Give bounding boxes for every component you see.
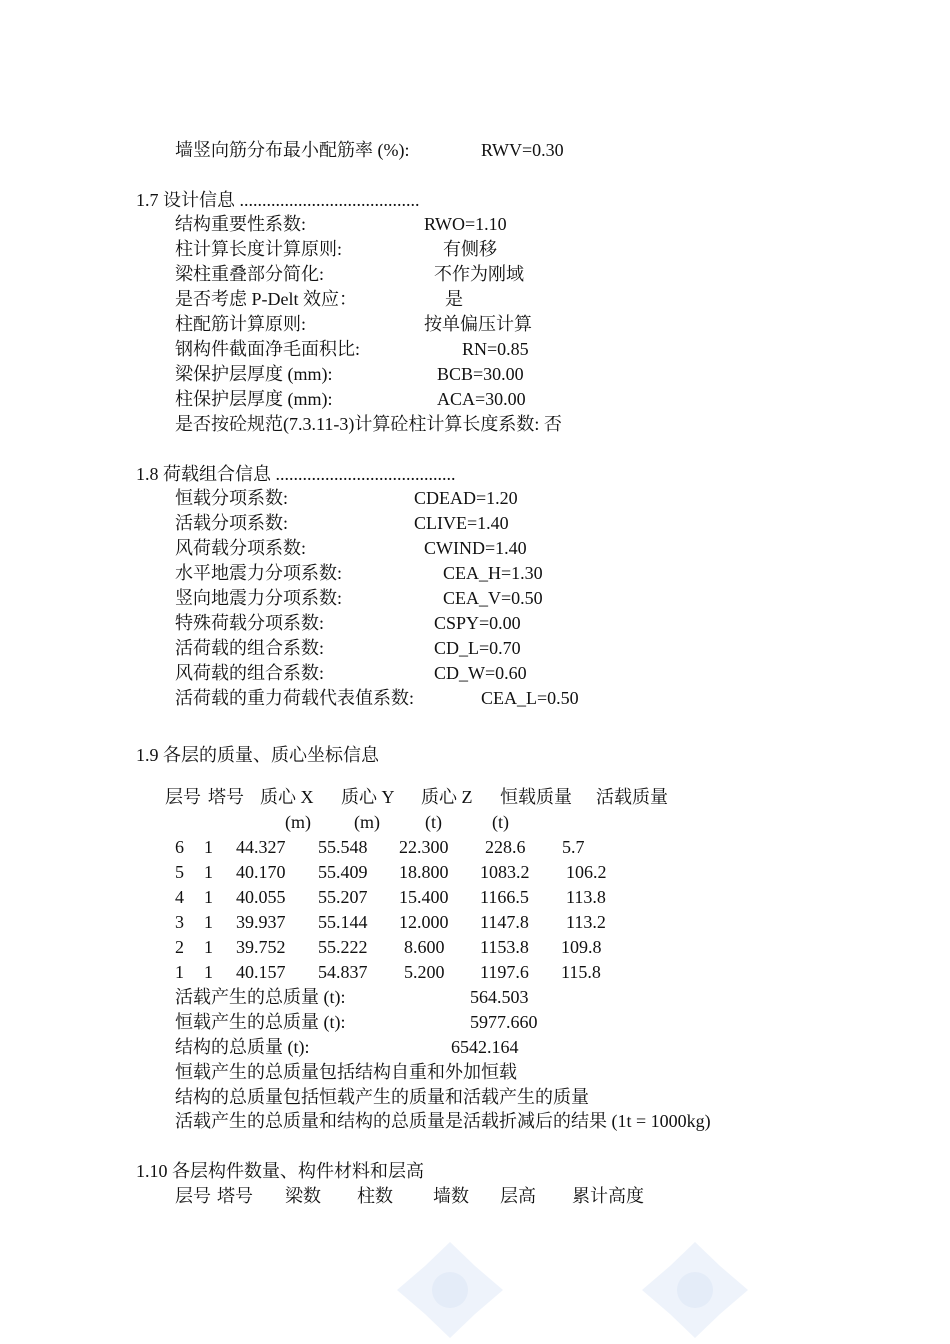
table-cell: 55.409 bbox=[318, 862, 368, 882]
table-cell: 4 bbox=[175, 887, 184, 907]
table-cell: 1 bbox=[204, 887, 213, 907]
member-header: 墙数 bbox=[433, 1186, 469, 1206]
member-header: 柱数 bbox=[357, 1186, 393, 1206]
mass-unit: (t) bbox=[492, 812, 509, 832]
load-value: CEA_L=0.50 bbox=[481, 688, 579, 708]
load-value: CSPY=0.00 bbox=[434, 613, 521, 633]
total-label: 结构的总质量 (t): bbox=[175, 1037, 310, 1057]
load-value: CDEAD=1.20 bbox=[414, 488, 518, 508]
design-label: 柱配筋计算原则: bbox=[175, 314, 307, 334]
mass-header-live: 活载质量 bbox=[596, 787, 668, 807]
table-cell: 1 bbox=[204, 837, 213, 857]
table-cell: 8.600 bbox=[404, 937, 445, 957]
table-cell: 106.2 bbox=[566, 862, 607, 882]
watermark-logo-right bbox=[640, 1240, 750, 1340]
total-value: 5977.660 bbox=[470, 1012, 538, 1032]
design-label: 是否考虑 P-Delt 效应： bbox=[175, 289, 357, 309]
total-value: 6542.164 bbox=[451, 1037, 519, 1057]
design-label: 梁柱重叠部分简化: bbox=[175, 264, 325, 284]
table-cell: 113.8 bbox=[566, 887, 606, 907]
table-cell: 1197.6 bbox=[480, 962, 529, 982]
load-value: CWIND=1.40 bbox=[424, 538, 527, 558]
table-cell: 5 bbox=[175, 862, 184, 882]
table-cell: 1147.8 bbox=[480, 912, 529, 932]
table-cell: 40.055 bbox=[236, 887, 286, 907]
table-cell: 1153.8 bbox=[480, 937, 529, 957]
design-value: BCB=30.00 bbox=[437, 364, 524, 384]
load-label: 活载分项系数: bbox=[175, 513, 289, 533]
load-label: 风荷载的组合系数: bbox=[175, 663, 325, 683]
mass-unit: (m) bbox=[354, 812, 380, 832]
pre-value: RWV=0.30 bbox=[481, 140, 564, 160]
load-label: 竖向地震力分项系数: bbox=[175, 588, 343, 608]
mass-header-x: 质心 X bbox=[260, 787, 314, 807]
table-cell: 15.400 bbox=[399, 887, 449, 907]
mass-header-floor: 层号 bbox=[165, 787, 201, 807]
load-value: CLIVE=1.40 bbox=[414, 513, 509, 533]
table-cell: 40.157 bbox=[236, 962, 286, 982]
table-cell: 54.837 bbox=[318, 962, 368, 982]
table-cell: 40.170 bbox=[236, 862, 286, 882]
member-header: 层号 bbox=[175, 1186, 211, 1206]
member-header: 累计高度 bbox=[572, 1186, 644, 1206]
section-1-7-heading: 1.7 设计信息 ........................................ bbox=[136, 190, 420, 210]
design-label: 结构重要性系数: bbox=[175, 214, 307, 234]
table-cell: 115.8 bbox=[561, 962, 601, 982]
load-label: 特殊荷载分项系数: bbox=[175, 613, 325, 633]
pre-label: 墙竖向筋分布最小配筋率 (%): bbox=[175, 140, 410, 160]
load-value: CEA_H=1.30 bbox=[443, 563, 543, 583]
design-label: 梁保护层厚度 (mm): bbox=[175, 364, 333, 384]
table-cell: 55.548 bbox=[318, 837, 368, 857]
watermark-logo-left bbox=[395, 1240, 505, 1340]
table-cell: 55.144 bbox=[318, 912, 368, 932]
design-value: RWO=1.10 bbox=[424, 214, 507, 234]
load-value: CD_W=0.60 bbox=[434, 663, 527, 683]
mass-header-tower: 塔号 bbox=[208, 787, 244, 807]
design-value: 按单偏压计算 bbox=[424, 314, 532, 334]
section-1-10-heading: 1.10 各层构件数量、构件材料和层高 bbox=[136, 1161, 424, 1181]
table-cell: 228.6 bbox=[485, 837, 526, 857]
section-1-8-heading: 1.8 荷载组合信息 ........................................ bbox=[136, 464, 456, 484]
mass-header-z: 质心 Z bbox=[421, 787, 473, 807]
table-cell: 1 bbox=[175, 962, 184, 982]
load-label: 活荷载的组合系数: bbox=[175, 638, 325, 658]
design-value: RN=0.85 bbox=[462, 339, 529, 359]
design-label: 柱保护层厚度 (mm): bbox=[175, 389, 333, 409]
total-label: 活载产生的总质量 (t): bbox=[175, 987, 346, 1007]
design-label: 钢构件截面净毛面积比: bbox=[175, 339, 360, 359]
design-value: 不作为刚域 bbox=[434, 264, 524, 284]
table-cell: 18.800 bbox=[399, 862, 449, 882]
table-cell: 109.8 bbox=[561, 937, 602, 957]
member-header: 塔号 bbox=[217, 1186, 253, 1206]
note-line: 恒载产生的总质量包括结构自重和外加恒载 bbox=[175, 1062, 517, 1082]
table-cell: 1 bbox=[204, 937, 213, 957]
load-label: 风荷载分项系数: bbox=[175, 538, 307, 558]
table-cell: 1 bbox=[204, 912, 213, 932]
table-cell: 55.222 bbox=[318, 937, 368, 957]
table-cell: 39.937 bbox=[236, 912, 286, 932]
note-line: 活载产生的总质量和结构的总质量是活载折减后的结果 (1t = 1000kg) bbox=[175, 1111, 711, 1131]
table-cell: 1166.5 bbox=[480, 887, 529, 907]
table-cell: 1083.2 bbox=[480, 862, 530, 882]
table-cell: 5.200 bbox=[404, 962, 445, 982]
total-value: 564.503 bbox=[470, 987, 529, 1007]
table-cell: 2 bbox=[175, 937, 184, 957]
table-cell: 113.2 bbox=[566, 912, 606, 932]
design-label: 柱计算长度计算原则: bbox=[175, 239, 343, 259]
design-value: ACA=30.00 bbox=[437, 389, 526, 409]
table-cell: 6 bbox=[175, 837, 184, 857]
design-value: 是 bbox=[445, 289, 463, 309]
mass-unit: (t) bbox=[425, 812, 442, 832]
load-label: 恒载分项系数: bbox=[175, 488, 289, 508]
table-cell: 5.7 bbox=[562, 837, 585, 857]
table-cell: 39.752 bbox=[236, 937, 286, 957]
member-header: 梁数 bbox=[285, 1186, 321, 1206]
table-cell: 55.207 bbox=[318, 887, 368, 907]
mass-header-y: 质心 Y bbox=[341, 787, 395, 807]
table-cell: 1 bbox=[204, 962, 213, 982]
total-label: 恒载产生的总质量 (t): bbox=[175, 1012, 346, 1032]
section-1-9-heading: 1.9 各层的质量、质心坐标信息 bbox=[136, 745, 379, 765]
design-label: 是否按砼规范(7.3.11-3)计算砼柱计算长度系数: 否 bbox=[175, 414, 562, 434]
table-cell: 3 bbox=[175, 912, 184, 932]
member-header: 层高 bbox=[500, 1186, 536, 1206]
note-line: 结构的总质量包括恒载产生的质量和活载产生的质量 bbox=[175, 1087, 589, 1107]
table-cell: 22.300 bbox=[399, 837, 449, 857]
load-value: CEA_V=0.50 bbox=[443, 588, 543, 608]
load-value: CD_L=0.70 bbox=[434, 638, 521, 658]
mass-header-dead: 恒载质量 bbox=[500, 787, 572, 807]
table-cell: 12.000 bbox=[399, 912, 449, 932]
design-value: 有侧移 bbox=[443, 239, 497, 259]
load-label: 水平地震力分项系数: bbox=[175, 563, 343, 583]
table-cell: 1 bbox=[204, 862, 213, 882]
mass-unit: (m) bbox=[285, 812, 311, 832]
table-cell: 44.327 bbox=[236, 837, 286, 857]
load-label: 活荷载的重力荷载代表值系数: bbox=[175, 688, 414, 708]
